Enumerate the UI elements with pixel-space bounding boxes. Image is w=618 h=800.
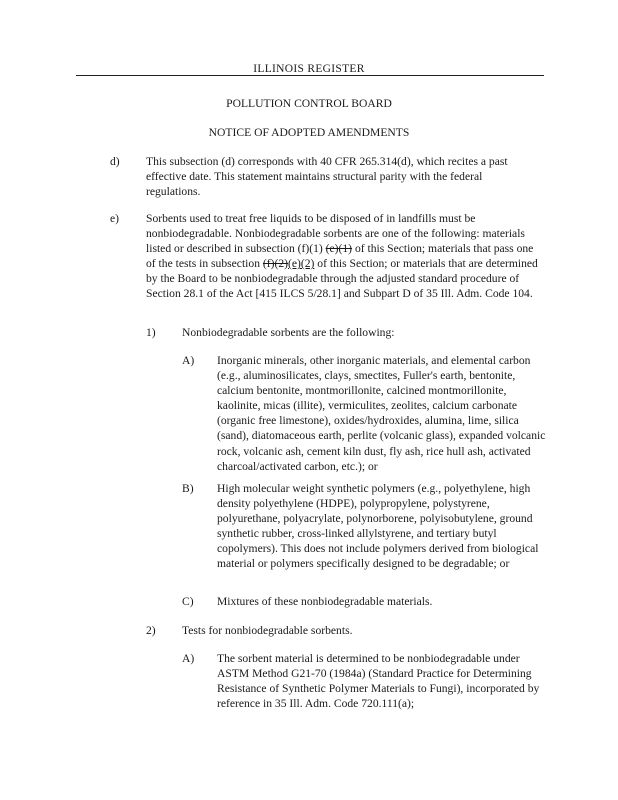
subsection-d-text: This subsection (d) corresponds with 40 CFR 265.314(d), which recites a past effective date. This statement maintains structural parity with the federal regulations. <box>146 155 508 199</box>
item-2a-text: The sorbent material is determined to be nonbiodegradable under ASTM Method G21-70 (1984a) (Standard Practice for Determining Resistance of Synthetic Polymer Materials to Fungi), incorporated by reference in 35 Ill. Adm. Code 720.111(a); <box>217 652 540 711</box>
item-1b-label: B) <box>182 482 194 495</box>
item-1c-label: C) <box>182 595 194 608</box>
item-1a-label: A) <box>182 354 195 367</box>
subsection-e-part1: Sorbents used to treat free liquids to be disposed of in landfills must be nonbiodegradable. Nonbiodegradable sorbents are one of the following: materials listed or described in subsection (f)(1) <box>146 212 525 256</box>
deleted-citation-2: (f)(2) <box>262 257 288 271</box>
header-rule <box>76 75 544 76</box>
subsection-e-label: e) <box>110 212 120 225</box>
deleted-citation-1: (e)(1) <box>325 242 353 256</box>
item-1-label: 1) <box>146 326 156 339</box>
subsection-e-text <box>146 211 544 302</box>
item-1a-text: Inorganic minerals, other inorganic materials, and elemental carbon (e.g., aluminosilicates, clays, smectites, Fuller's earth, bentonite, calcium bentonite, montmorillonite, calcined montmorillonite, kaolinite, micas (illite), vermiculites, zeolites, calcium carbonate (organic free limestone), oxides/hydroxides, alumina, lime, silica (sand), diatomaceous earth, perlite (volcanic glass), expanded volcanic rock, volcanic ash, cement kiln dust, fly ash, rice hull ash, activated charcoal/activated carbon, etc.); or <box>217 354 546 473</box>
notice-title: NOTICE OF ADOPTED AMENDMENTS <box>208 126 410 139</box>
item-1c-text: Mixtures of these nonbiodegradable materials. <box>217 595 433 608</box>
inserted-citation-2: (e)(2) <box>288 257 315 271</box>
item-1-text: Nonbiodegradable sorbents are the following: <box>182 326 395 339</box>
item-2-label: 2) <box>146 624 156 637</box>
board-title: POLLUTION CONTROL BOARD <box>226 97 392 110</box>
item-1b-text: High molecular weight synthetic polymers (e.g., polyethylene, high density polyethylene (HDPE), polypropylene, polystyrene, polyurethane, polyacrylate, polynorborene, polyisobutylene, ground synthetic rubber, cross-linked allylstyrene, and tertiary butyl copolymers). This does not include polymers derived from biological material or polymers specifically designed to be degradable; or <box>217 482 539 571</box>
subsection-d-label: d) <box>110 155 120 168</box>
item-2a-label: A) <box>182 652 195 665</box>
item-2-text: Tests for nonbiodegradable sorbents. <box>182 624 353 637</box>
register-header: ILLINOIS REGISTER <box>253 63 365 75</box>
subsection-e-part3: of this Section; or materials that are determined by the Board to be nonbiodegradable through the adjusted standard procedure of Section 28.1 of the Act [415 ILCS 5/28.1] and Subpart D of 35 Ill. Adm. Code 104. <box>146 257 538 301</box>
subsection-e-part2: of this Section; materials that pass one of the tests in subsection <box>146 242 534 271</box>
